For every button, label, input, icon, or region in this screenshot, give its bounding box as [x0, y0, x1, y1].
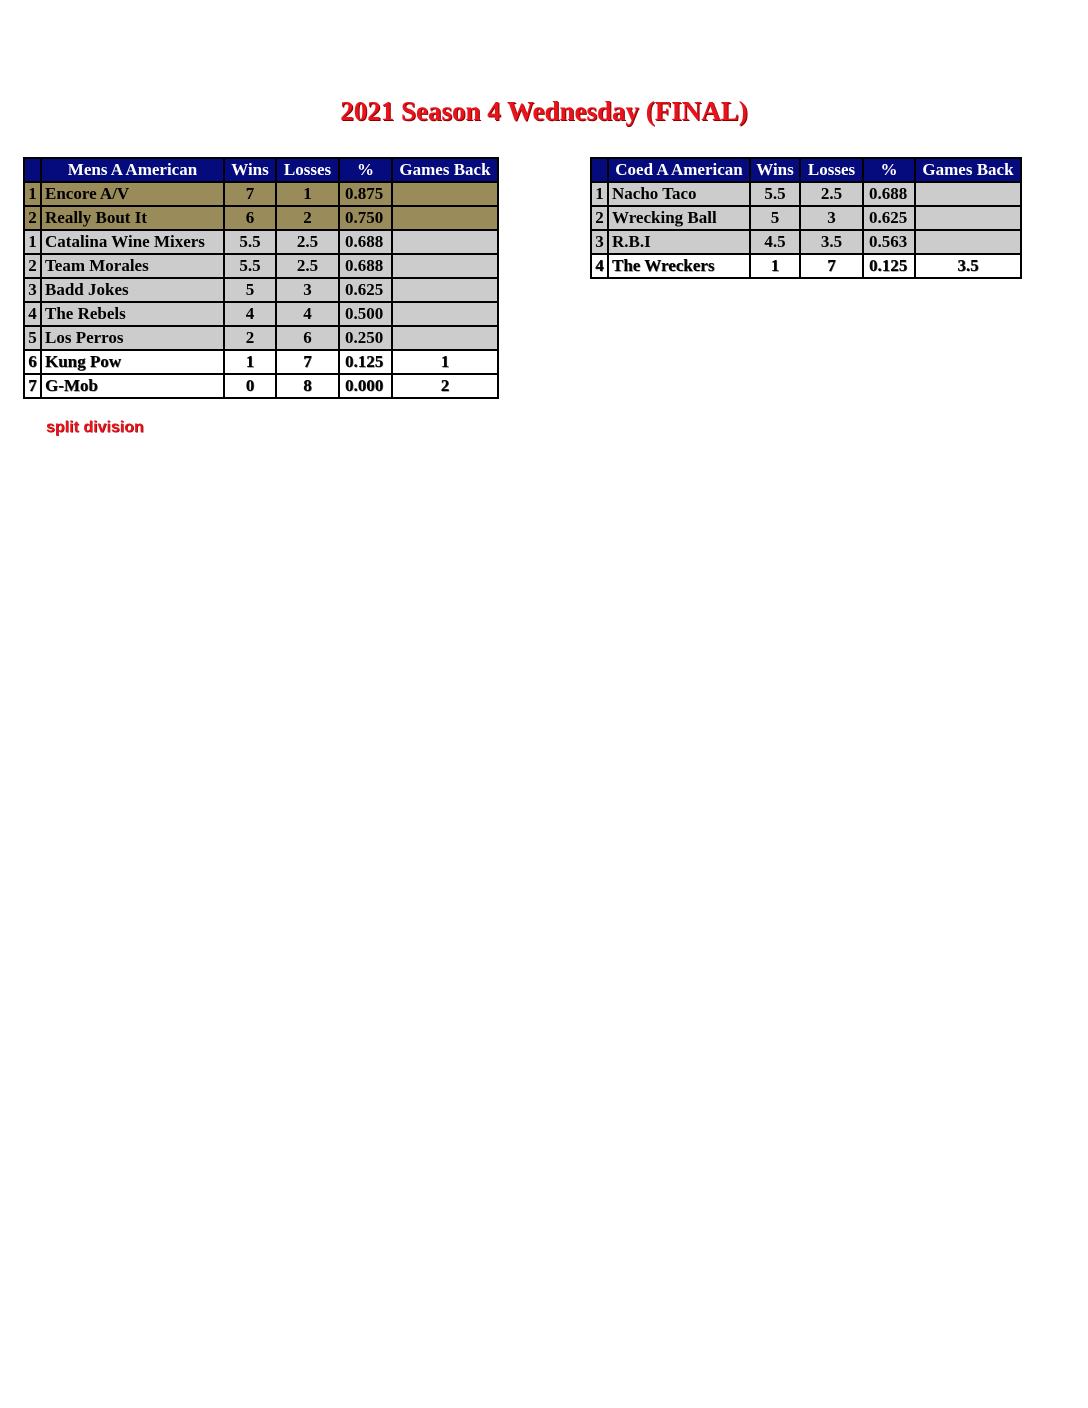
games-back-cell: 2 [392, 374, 498, 398]
header-pct: % [863, 158, 915, 182]
pct-cell: 0.563 [863, 230, 915, 254]
split-division-note: split division [46, 419, 144, 436]
losses-cell: 8 [276, 374, 339, 398]
rank-cell: 2 [24, 206, 41, 230]
team-cell: Catalina Wine Mixers [41, 230, 224, 254]
table-row [591, 206, 1021, 230]
team-cell: The Rebels [41, 302, 224, 326]
losses-cell: 2 [276, 206, 339, 230]
rank-cell: 3 [591, 230, 608, 254]
pct-cell: 0.688 [339, 230, 392, 254]
games-back-cell [392, 278, 498, 302]
rank-cell: 7 [24, 374, 41, 398]
table-row [24, 302, 498, 326]
rank-cell: 4 [591, 254, 608, 278]
games-back-cell [392, 254, 498, 278]
rank-cell: 5 [24, 326, 41, 350]
games-back-cell [392, 182, 498, 206]
pct-cell: 0.625 [863, 206, 915, 230]
team-cell: Really Bout It [41, 206, 224, 230]
wins-cell: 4.5 [750, 230, 800, 254]
wins-cell: 6 [224, 206, 276, 230]
rank-cell: 1 [591, 182, 608, 206]
header-rank [591, 158, 608, 182]
games-back-cell [915, 230, 1021, 254]
page-title: 2021 Season 4 Wednesday (FINAL) [340, 96, 748, 126]
coed-standings-table [590, 157, 1022, 279]
table-row [24, 182, 498, 206]
team-cell: The Wreckers [608, 254, 750, 278]
games-back-cell [392, 302, 498, 326]
pct-cell: 0.000 [339, 374, 392, 398]
table-row [591, 254, 1021, 278]
team-cell: Team Morales [41, 254, 224, 278]
games-back-cell [915, 206, 1021, 230]
wins-cell: 1 [750, 254, 800, 278]
header-games-back: Games Back [915, 158, 1021, 182]
pct-cell: 0.688 [863, 182, 915, 206]
losses-cell: 4 [276, 302, 339, 326]
table-header-row [24, 158, 498, 182]
games-back-cell [392, 206, 498, 230]
team-cell: Badd Jokes [41, 278, 224, 302]
table-row [591, 182, 1021, 206]
team-cell: Los Perros [41, 326, 224, 350]
pct-cell: 0.250 [339, 326, 392, 350]
header-losses: Losses [800, 158, 863, 182]
rank-cell: 2 [591, 206, 608, 230]
games-back-cell [915, 182, 1021, 206]
rank-cell: 3 [24, 278, 41, 302]
table-row [24, 278, 498, 302]
pct-cell: 0.125 [339, 350, 392, 374]
pct-cell: 0.625 [339, 278, 392, 302]
rank-cell: 1 [24, 182, 41, 206]
table-row [24, 206, 498, 230]
rank-cell: 2 [24, 254, 41, 278]
wins-cell: 7 [224, 182, 276, 206]
games-back-cell [392, 326, 498, 350]
header-division: Coed A American [608, 158, 750, 182]
wins-cell: 5.5 [750, 182, 800, 206]
pct-cell: 0.125 [863, 254, 915, 278]
losses-cell: 3.5 [800, 230, 863, 254]
header-wins: Wins [750, 158, 800, 182]
games-back-cell: 1 [392, 350, 498, 374]
wins-cell: 5 [750, 206, 800, 230]
team-cell: Encore A/V [41, 182, 224, 206]
table-row [24, 254, 498, 278]
losses-cell: 2.5 [800, 182, 863, 206]
rank-cell: 1 [24, 230, 41, 254]
table-row [591, 230, 1021, 254]
table-row [24, 374, 498, 398]
losses-cell: 7 [800, 254, 863, 278]
wins-cell: 2 [224, 326, 276, 350]
rank-cell: 6 [24, 350, 41, 374]
wins-cell: 0 [224, 374, 276, 398]
losses-cell: 3 [276, 278, 339, 302]
wins-cell: 1 [224, 350, 276, 374]
pct-cell: 0.875 [339, 182, 392, 206]
losses-cell: 2.5 [276, 230, 339, 254]
games-back-cell: 3.5 [915, 254, 1021, 278]
team-cell: R.B.I [608, 230, 750, 254]
table-header-row [591, 158, 1021, 182]
table-row [24, 350, 498, 374]
team-cell: Kung Pow [41, 350, 224, 374]
header-division: Mens A American [41, 158, 224, 182]
header-games-back: Games Back [392, 158, 498, 182]
team-cell: Wrecking Ball [608, 206, 750, 230]
table-row [24, 230, 498, 254]
pct-cell: 0.750 [339, 206, 392, 230]
wins-cell: 5 [224, 278, 276, 302]
team-cell: Nacho Taco [608, 182, 750, 206]
losses-cell: 6 [276, 326, 339, 350]
mens-standings-table [23, 157, 499, 399]
losses-cell: 7 [276, 350, 339, 374]
wins-cell: 4 [224, 302, 276, 326]
rank-cell: 4 [24, 302, 41, 326]
pct-cell: 0.688 [339, 254, 392, 278]
team-cell: G-Mob [41, 374, 224, 398]
games-back-cell [392, 230, 498, 254]
losses-cell: 3 [800, 206, 863, 230]
wins-cell: 5.5 [224, 254, 276, 278]
wins-cell: 5.5 [224, 230, 276, 254]
losses-cell: 2.5 [276, 254, 339, 278]
table-row [24, 326, 498, 350]
header-losses: Losses [276, 158, 339, 182]
pct-cell: 0.500 [339, 302, 392, 326]
header-rank [24, 158, 41, 182]
header-pct: % [339, 158, 392, 182]
header-wins: Wins [224, 158, 276, 182]
losses-cell: 1 [276, 182, 339, 206]
